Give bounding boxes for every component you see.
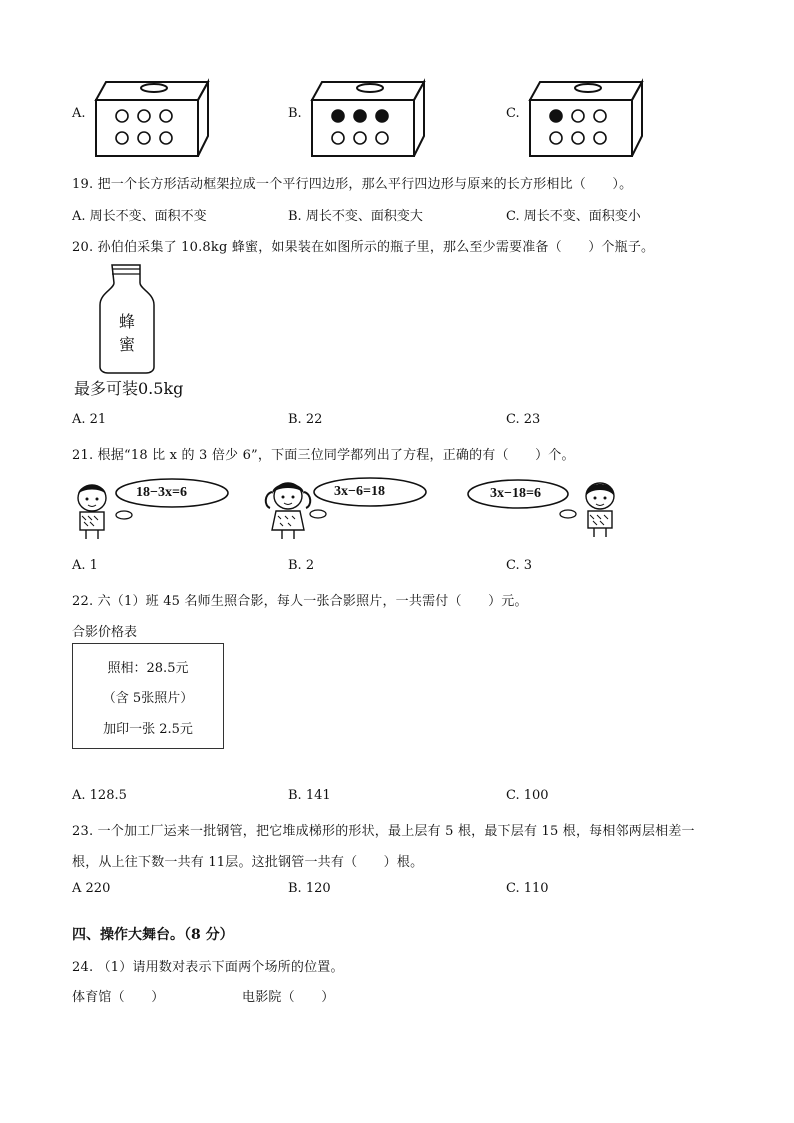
empty-hole — [138, 110, 150, 122]
filled-hole — [354, 110, 366, 122]
empty-hole — [594, 110, 606, 122]
bottle-capacity-caption: 最多可装0.5kg — [74, 379, 184, 398]
q18-option-a-letter: A. — [72, 106, 86, 121]
q19-option-b: B. 周长不变、面积变大 — [288, 209, 423, 224]
price-line-photo: 照相：28.5元 — [107, 661, 189, 676]
price-info-box — [72, 643, 224, 749]
q20-text: 20. 孙伯伯采集了 10.8kg 蜂蜜，如果装在如图所示的瓶子里，那么至少需要准备（ ）个瓶子。 — [72, 240, 655, 255]
q23-option-b: B. 120 — [288, 881, 331, 896]
q23-text-line2: 根，从上往下数一共有 11层。这批钢管一共有（ ）根。 — [72, 855, 424, 870]
q19-option-a: A. 周长不变、面积不变 — [72, 209, 207, 224]
empty-hole — [160, 132, 172, 144]
empty-hole — [594, 132, 606, 144]
equation-2: 3x−6=18 — [334, 484, 385, 499]
filled-hole — [332, 110, 344, 122]
empty-hole — [116, 110, 128, 122]
box-drawing — [96, 82, 208, 156]
place-gym: 体育馆（ ） — [72, 990, 165, 1005]
empty-hole — [572, 132, 584, 144]
q23-option-c: C. 110 — [506, 881, 549, 896]
empty-hole — [572, 110, 584, 122]
q19-text: 19. 把一个长方形活动框架拉成一个平行四边形，那么平行四边形与原来的长方形相比（ ）。 — [72, 177, 633, 192]
q22-option-b: B. 141 — [288, 788, 331, 803]
bottle-label-line2: 蜜 — [119, 335, 136, 354]
price-line-extra: 加印一张 2.5元 — [103, 722, 193, 737]
q22-option-c: C. 100 — [506, 788, 549, 803]
q20-option-b: B. 22 — [288, 412, 323, 427]
section4-heading: 四、操作大舞台。（8 分） — [72, 927, 234, 943]
price-table-title: 合影价格表 — [72, 625, 138, 640]
price-line-included: （含 5张照片） — [102, 691, 194, 706]
hole-grid — [116, 110, 172, 144]
equation-3: 3x−18=6 — [490, 486, 541, 501]
empty-hole — [550, 132, 562, 144]
q21-option-a: A. 1 — [72, 558, 98, 573]
q21-option-b: B. 2 — [288, 558, 315, 573]
empty-hole — [376, 132, 388, 144]
q20-option-c: C. 23 — [506, 412, 541, 427]
q21-text: 21. 根据“18 比 x 的 3 倍少 6”，下面三位同学都列出了方程，正确的有（ ）个。 — [72, 448, 575, 463]
q18-box-b-figure — [308, 74, 434, 156]
q22-text: 22. 六（1）班 45 名师生照合影，每人一张合影照片，一共需付（ ）元。 — [72, 594, 528, 609]
q19-option-c: C. 周长不变、面积变小 — [506, 209, 641, 224]
empty-hole — [138, 132, 150, 144]
filled-hole — [376, 110, 388, 122]
student-right-figure — [578, 480, 624, 538]
hole-grid — [332, 110, 388, 144]
empty-hole — [332, 132, 344, 144]
q23-option-a: A 220 — [72, 881, 111, 896]
place-cinema: 电影院（ ） — [242, 990, 335, 1005]
q18-option-b-letter: B. — [288, 106, 302, 121]
empty-hole — [116, 132, 128, 144]
empty-hole — [160, 110, 172, 122]
q24-text: 24. （1）请用数对表示下面两个场所的位置。 — [72, 960, 344, 975]
q18-box-a-figure — [92, 74, 218, 156]
filled-hole — [550, 110, 562, 122]
q20-option-a: A. 21 — [72, 412, 107, 427]
equation-1: 18−3x=6 — [136, 485, 187, 500]
bottle-label-line1: 蜂 — [119, 312, 136, 331]
q21-option-c: C. 3 — [506, 558, 533, 573]
empty-hole — [354, 132, 366, 144]
q22-option-a: A. 128.5 — [72, 788, 127, 803]
q23-text-line1: 23. 一个加工厂运来一批钢管，把它堆成梯形的形状，最上层有 5 根，最下层有 15 根，每相邻两层相差一 — [72, 824, 695, 839]
q18-box-c-figure — [526, 74, 652, 156]
q18-option-c-letter: C. — [506, 106, 520, 121]
hole-grid — [550, 110, 606, 144]
